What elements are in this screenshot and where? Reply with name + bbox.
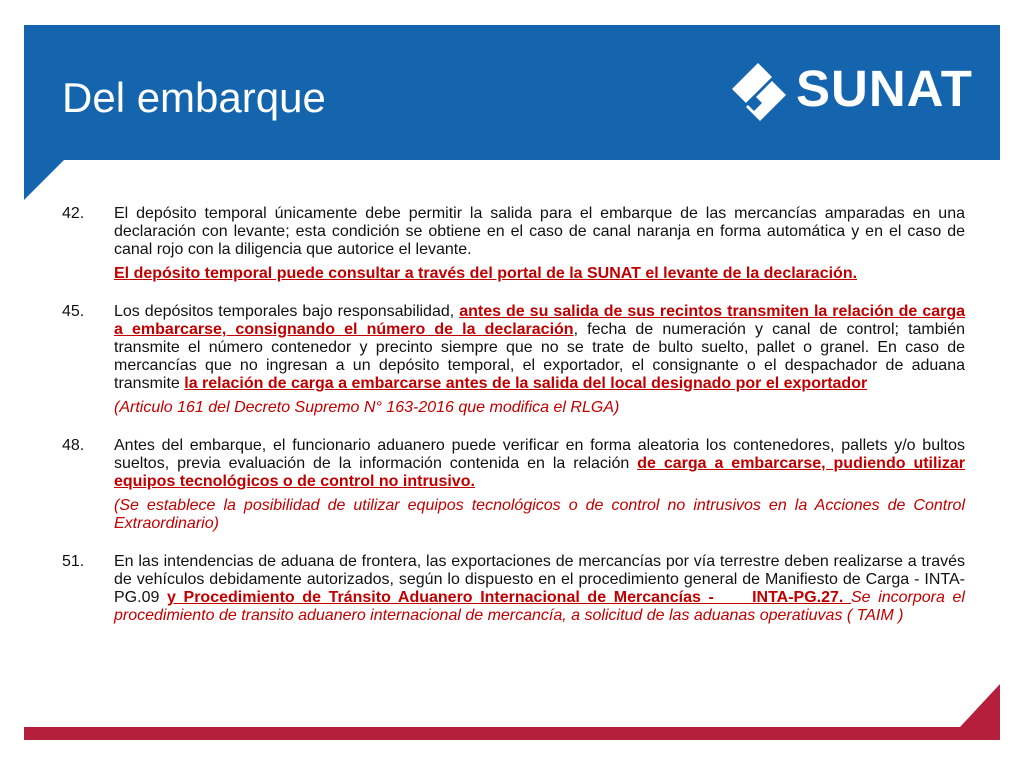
item-number: 42. (62, 205, 85, 222)
item-note (114, 265, 965, 283)
item-number: 48. (62, 437, 85, 454)
item-text: Antes del embarque, el funcionario aduanero puede verificar en forma aleatoria los contenedores, pallets y/o bultos sueltos, previa evaluación de la información contenida en la relación (114, 437, 965, 472)
slide-content (62, 205, 965, 645)
italic-note: Se incorpora el procedimiento de transito aduanero internacional de mercancía, a solicitud de las aduanas operatiuvas ( TAIM ) (114, 589, 965, 624)
italic-note: (Articulo 161 del Decreto Supremo N° 163-2016 que modifica el RLGA) (114, 399, 620, 416)
highlight-text: la relación de carga a embarcarse antes de la salida del local designado por el exportador (184, 375, 868, 392)
item-number: 45. (62, 303, 85, 320)
item-number: 51. (62, 553, 85, 570)
item-paragraph (114, 437, 965, 491)
sunat-logo (728, 55, 976, 127)
item-paragraph (114, 303, 965, 393)
logo-text: SUNAT (796, 60, 973, 117)
item-text: El depósito temporal únicamente debe permitir la salida para el embarque de las mercancías amparadas en una declaración con levante; esta condición se obtiene en el caso de canal naranja en forma automática y en el caso de canal rojo con la diligencia que autorice el levante. (114, 205, 965, 258)
slide-title: Del embarque (62, 74, 326, 121)
list-item (62, 553, 965, 625)
footer-bar (24, 727, 1000, 740)
item-note (114, 399, 965, 417)
item-paragraph (114, 205, 965, 259)
highlight-text: y Procedimiento de Tránsito Aduanero Internacional de Mercancías - INTA-PG.27. (167, 589, 851, 606)
highlight-text: de carga a embarcarse, pudiendo utilizar equipos tecnológicos o de control no intrusivo. (114, 455, 966, 490)
header-notch (24, 160, 64, 200)
sunat-logo-icon (728, 55, 790, 127)
item-text: En las intendencias de aduana de frontera, las exportaciones de mercancías por vía terrestre deben realizarse a través de vehículos debidamente autorizados, según lo dispuesto en el procedimiento general de Manifiesto de Carga - INTA-PG.09 (114, 553, 965, 606)
footer-corner (960, 684, 1000, 727)
list-item (62, 303, 965, 417)
item-text: , fecha de numeración y canal de control; también transmite el número contenedor y precinto siempre que no se trate de bulto suelto, pallet o granel. En caso de mercancías que no ingresan a un depósito temporal, el exportador, el consignante o el despachador de aduana transmite (114, 321, 965, 392)
item-note (114, 497, 965, 533)
italic-note: (Se establece la posibilidad de utilizar equipos tecnológicos o de control no intrusivos en la Acciones de Control Extraordinario) (114, 497, 965, 532)
highlight-text: antes de su salida de sus recintos transmiten la relación de carga a embarcarse, consignando el número de la declaración (114, 303, 966, 338)
item-paragraph (114, 553, 965, 625)
item-text: Los depósitos temporales bajo responsabilidad, (114, 303, 460, 320)
highlight-text: El depósito temporal puede consultar a través del portal de la SUNAT el levante de la declaración. (114, 265, 858, 282)
list-item (62, 437, 965, 533)
list-item (62, 205, 965, 283)
